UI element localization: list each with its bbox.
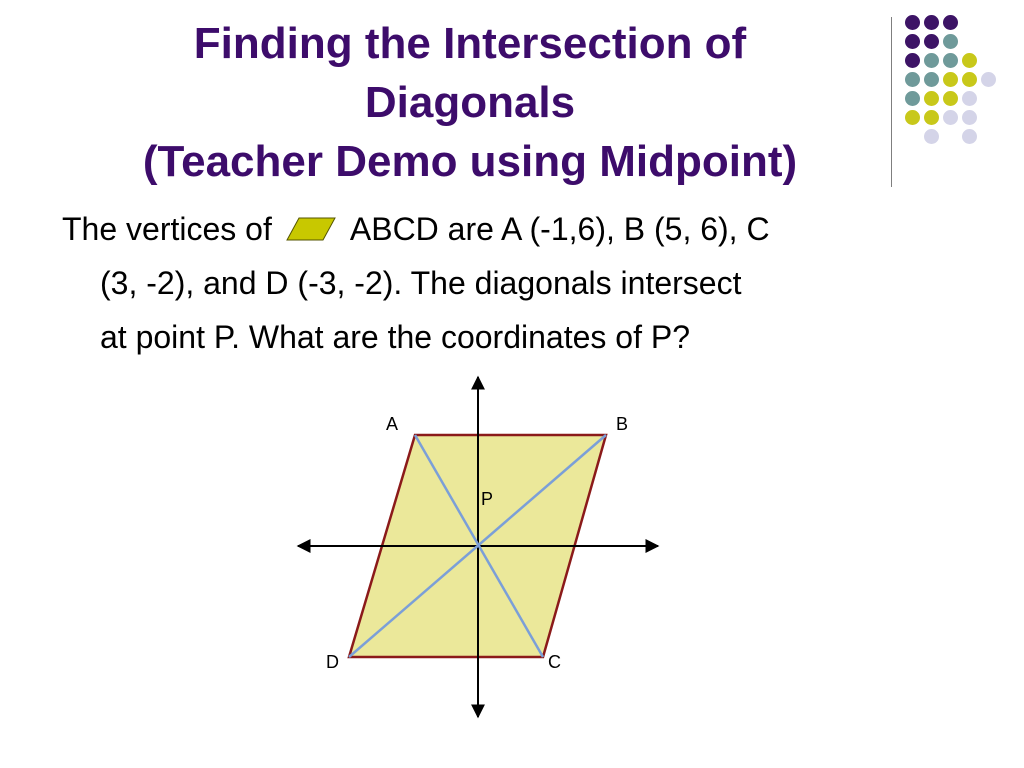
problem-line-1-end: ABCD are A (-1,6), B (5, 6), C	[349, 211, 770, 247]
title-line-3: (Teacher Demo using Midpoint)	[142, 137, 798, 186]
vertex-label-c: C	[548, 652, 561, 672]
problem-line-2: (3, -2), and D (-3, -2). The diagonals intersect	[100, 265, 742, 301]
vertex-label-a: A	[386, 414, 399, 434]
vertex-label-d: D	[326, 652, 339, 672]
vertex-label-b: B	[616, 414, 629, 434]
problem-line-3: at point P. What are the coordinates of P?	[100, 319, 690, 355]
problem-line-1-start: The vertices of	[62, 211, 272, 247]
point-label-p: P	[481, 489, 494, 509]
title-line-1: Finding the Intersection of	[193, 19, 747, 68]
title-line-2: Diagonals	[364, 78, 576, 127]
